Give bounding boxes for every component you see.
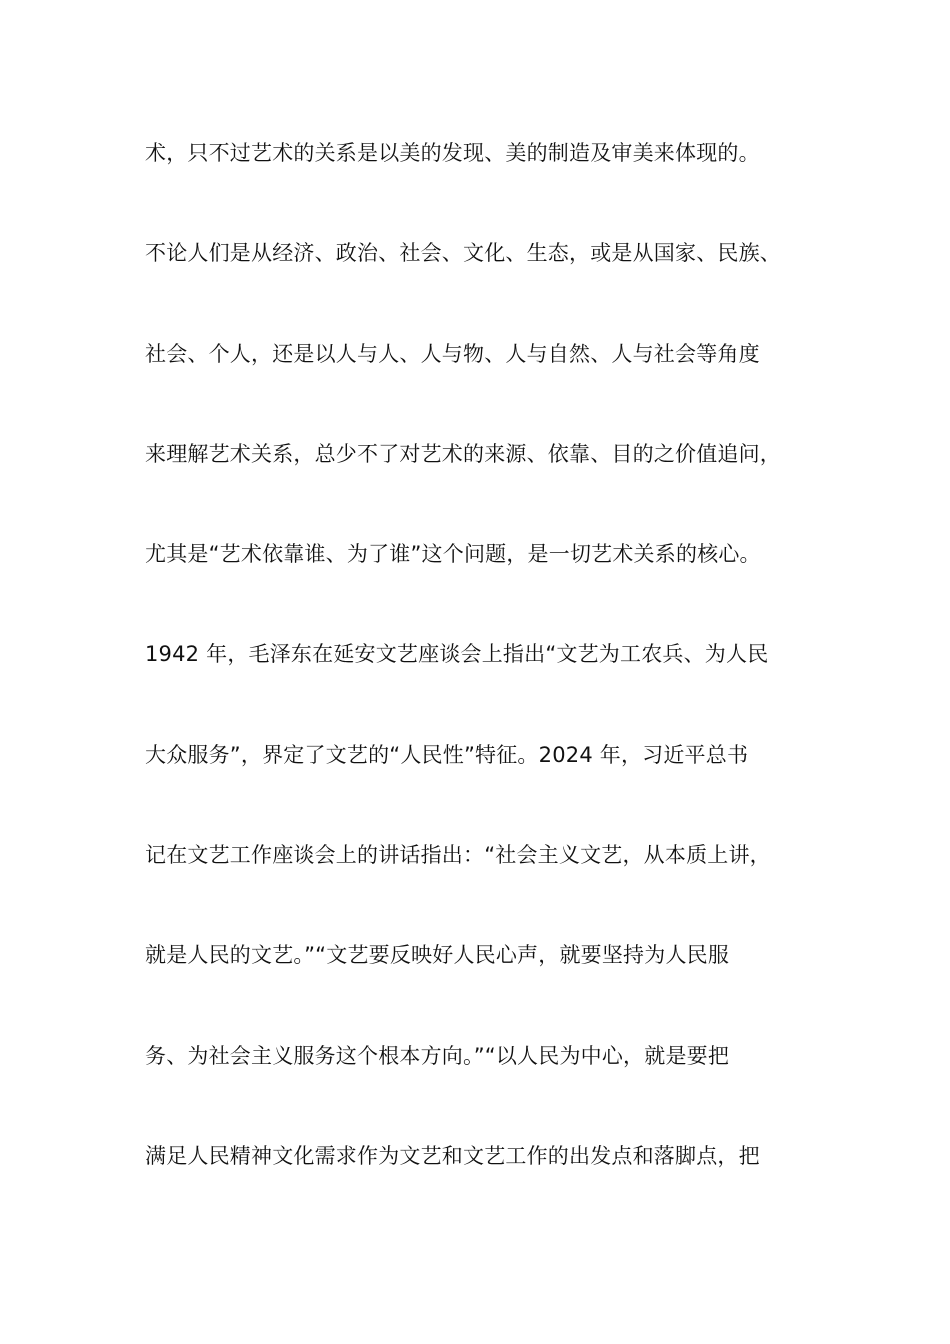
text-line: 术，只不过艺术的关系是以美的发现、美的制造及审美来体现的。 <box>145 141 760 165</box>
body-paragraph <box>145 128 835 1231</box>
text-line: 满足人民精神文化需求作为文艺和文艺工作的出发点和落脚点，把 <box>145 1143 760 1168</box>
text-line: 大众服务”，界定了文艺的“人民性”特征。2024 年，习近平总书 <box>145 742 749 767</box>
text-line: 务、为社会主义服务这个根本方向。”“以人民为中心，就是要把 <box>145 1043 730 1068</box>
text-line: 社会、个人，还是以人与人、人与物、人与自然、人与社会等角度 <box>145 341 760 366</box>
text-line: 尤其是“艺术依靠谁、为了谁”这个问题，是一切艺术关系的核心。 <box>145 542 761 567</box>
text-line: 不论人们是从经济、政治、社会、文化、生态，或是从国家、民族、 <box>145 241 781 266</box>
text-line: 1942 年，毛泽东在延安文艺座谈会上指出“文艺为工农兵、为人民 <box>145 642 769 667</box>
text-line: 就是人民的文艺。”“文艺要反映好人民心声，就要坚持为人民服 <box>145 943 730 968</box>
text-line: 记在文艺工作座谈会上的讲话指出：“社会主义文艺，从本质上讲， <box>145 843 771 868</box>
text-line: 来理解艺术关系，总少不了对艺术的来源、依靠、目的之价值追问， <box>145 441 781 466</box>
